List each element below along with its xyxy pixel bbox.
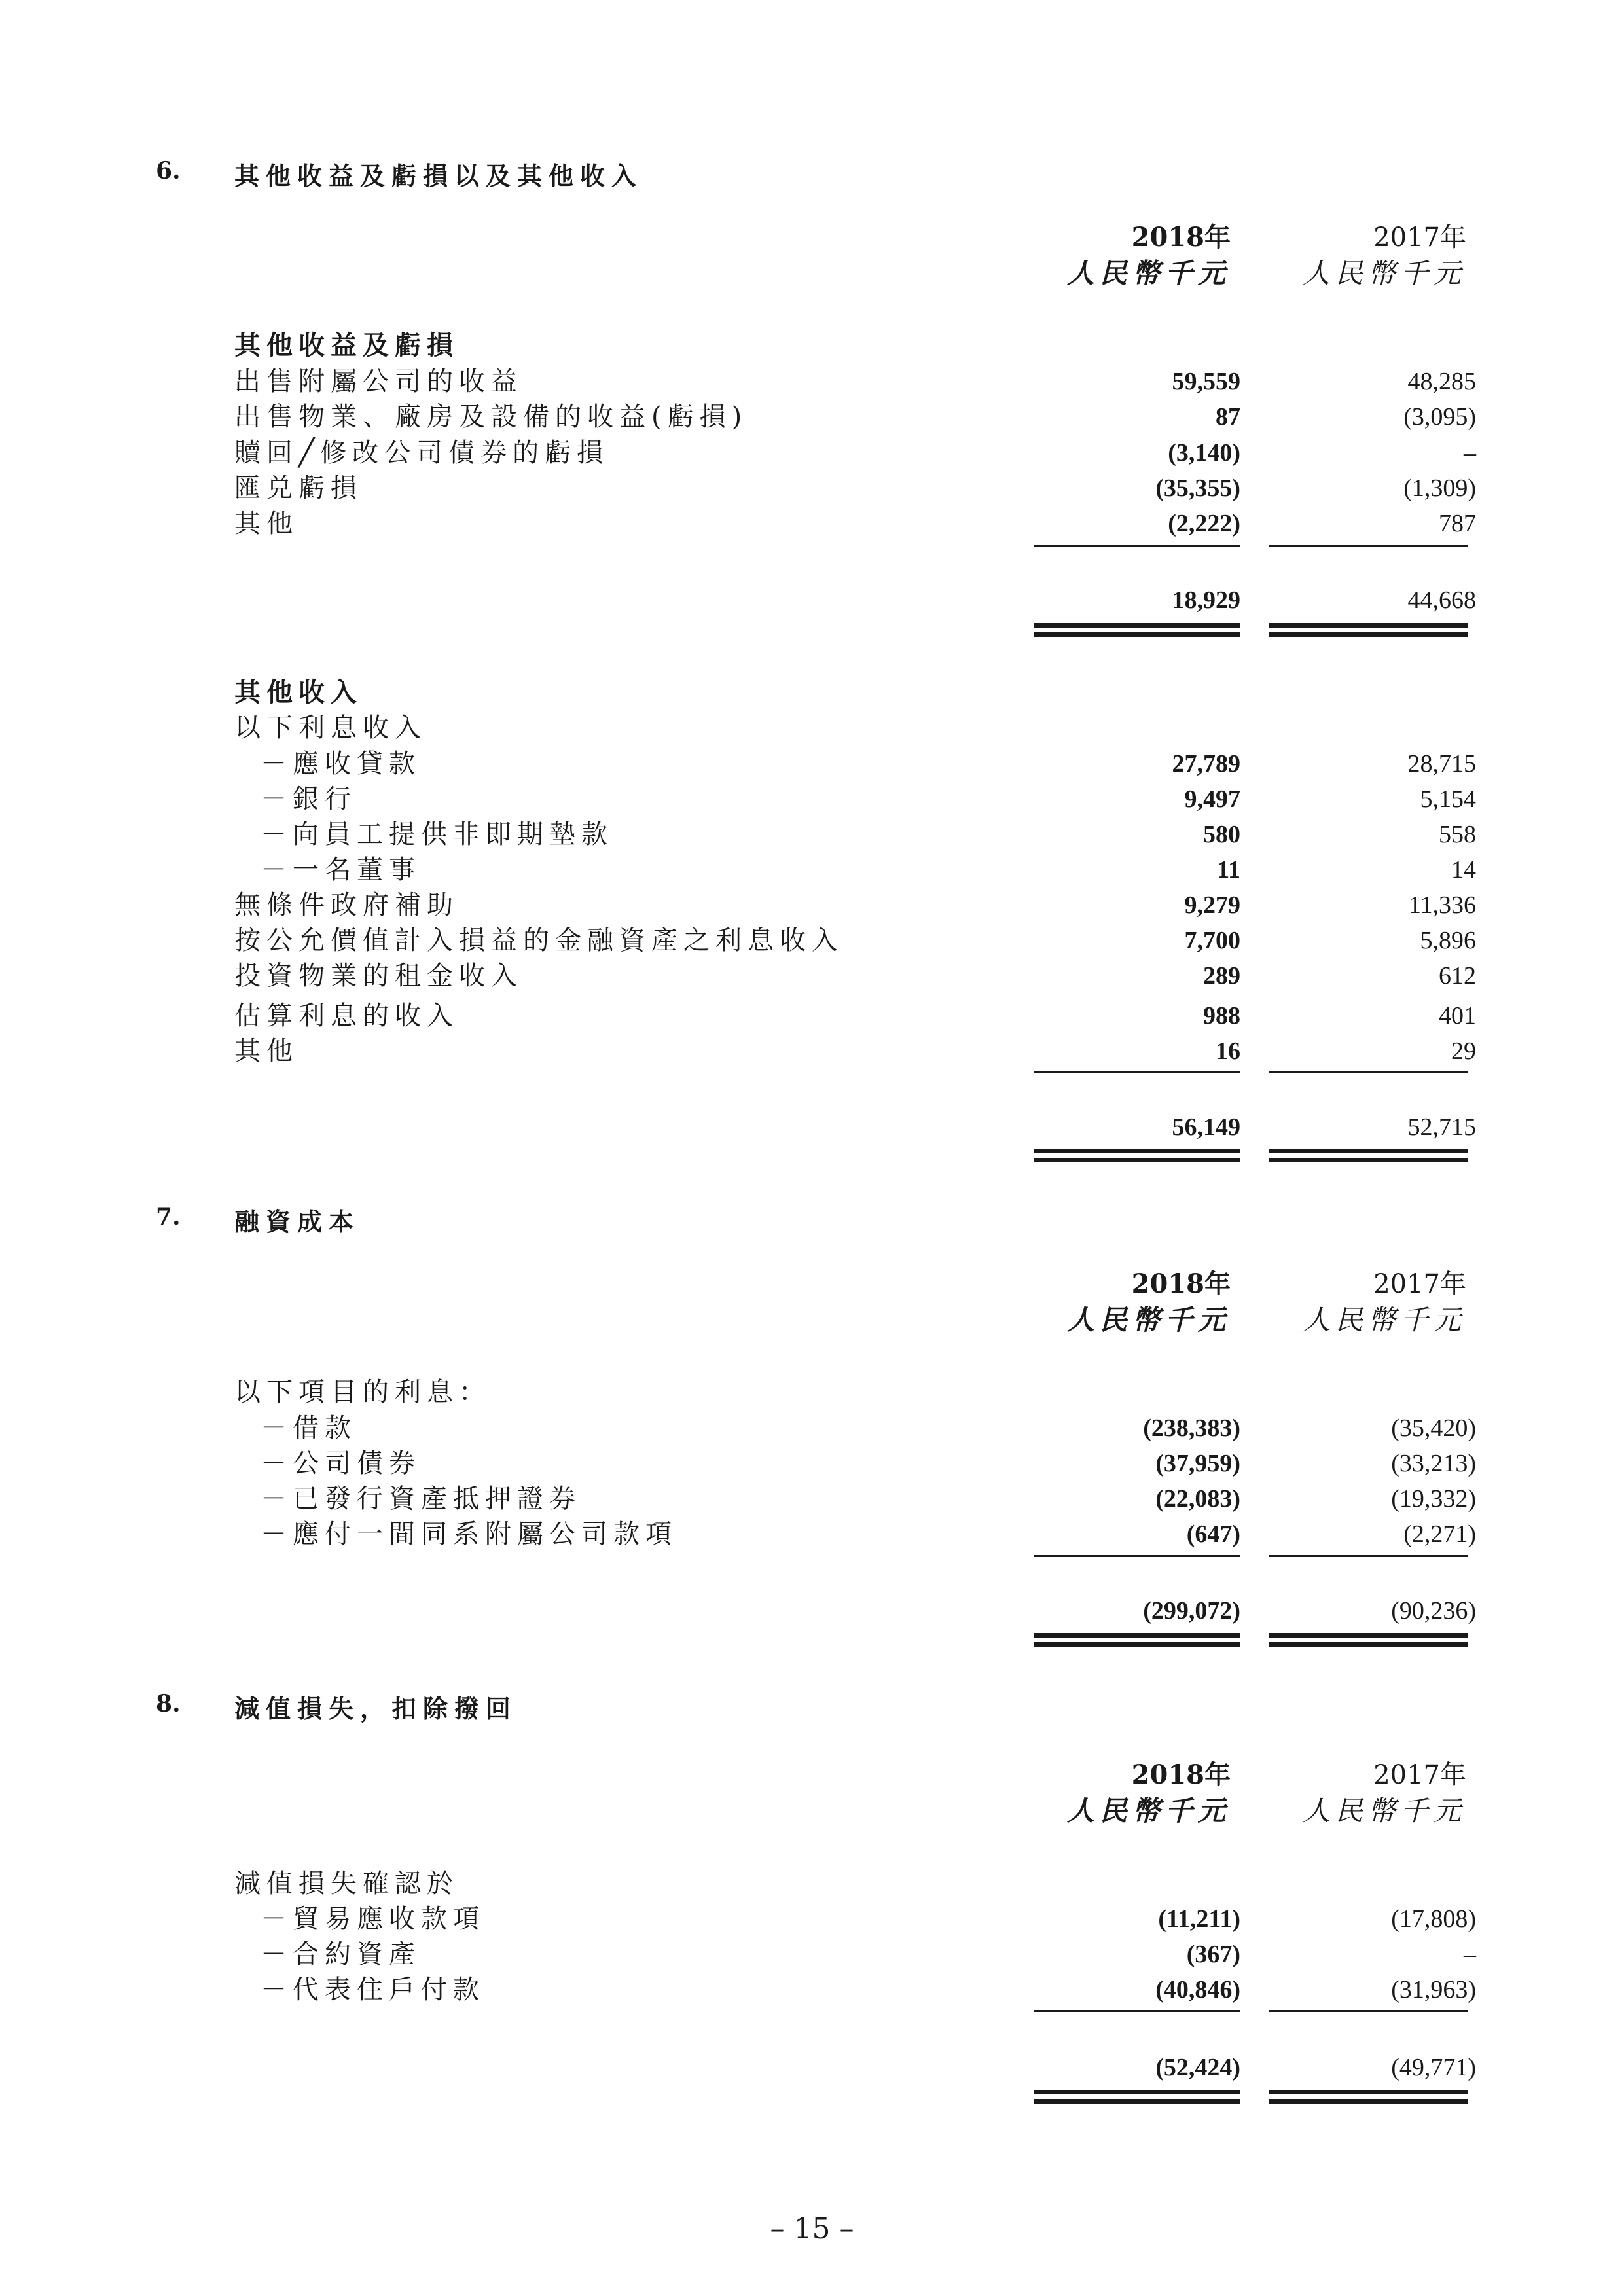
subtotal-rule [1034, 2010, 1240, 2012]
total-double-rule [1269, 1149, 1468, 1153]
total-value-2017: (90,236) [1391, 1597, 1476, 1624]
total-double-rule [1034, 1633, 1240, 1638]
total-double-rule [1034, 1158, 1240, 1162]
row-label: －公司債券 [261, 1448, 421, 1479]
row-value-2018: 27,789 [1172, 750, 1240, 778]
row-value-2017: – [1464, 1941, 1476, 1968]
row-value-2017: 612 [1439, 962, 1476, 990]
row-label: －貿易應收款項 [261, 1904, 485, 1934]
group-heading: 其他收益及虧損 [234, 330, 459, 361]
row-label: －向員工提供非即期墊款 [261, 819, 613, 850]
row-label: 出售物業、廠房及設備的收益(虧損) [234, 402, 748, 432]
row-value-2018: 988 [1203, 1002, 1240, 1030]
row-value-2017: (35,420) [1391, 1414, 1476, 1442]
total-double-rule [1269, 632, 1468, 637]
total-value-2018: (299,072) [1143, 1597, 1240, 1624]
subtotal-rule [1269, 1071, 1468, 1073]
row-value-2018: (647) [1186, 1520, 1240, 1548]
row-label: －借款 [261, 1413, 357, 1443]
col-unit-2017: 人民幣千元 [1302, 1795, 1466, 1827]
total-double-rule [1034, 2090, 1240, 2094]
total-double-rule [1269, 2099, 1468, 2104]
subtotal-rule [1269, 2010, 1468, 2012]
row-value-2018: (35,355) [1155, 475, 1240, 502]
total-double-rule [1269, 2090, 1468, 2094]
row-value-2018: (11,211) [1158, 1905, 1240, 1933]
col-unit-2017: 人民幣千元 [1302, 1304, 1466, 1336]
subtotal-rule [1034, 1555, 1240, 1557]
row-label: 其他 [234, 1036, 298, 1066]
col-unit-2018: 人民幣千元 [1066, 257, 1231, 289]
row-label: 投資物業的租金收入 [234, 961, 523, 991]
row-value-2017: (19,332) [1391, 1485, 1476, 1513]
row-value-2017: 28,715 [1407, 750, 1476, 778]
row-value-2017: 48,285 [1407, 368, 1476, 395]
row-value-2017: – [1464, 439, 1476, 467]
col-unit-2018: 人民幣千元 [1066, 1795, 1231, 1827]
section-6-title: 其他收益及虧損以及其他收入 [234, 161, 643, 190]
row-value-2017: 5,154 [1420, 785, 1476, 813]
row-label: 減值損失確認於 [234, 1869, 459, 1899]
row-label: 按公允價值計入損益的金融資產之利息收入 [234, 925, 844, 956]
total-double-rule [1269, 1642, 1468, 1647]
row-value-2017: 14 [1451, 856, 1476, 884]
col-header-2017: 2017年 [1373, 1760, 1466, 1790]
total-value-2017: (49,771) [1391, 2054, 1476, 2081]
row-label: 無條件政府補助 [234, 890, 459, 920]
row-label: －銀行 [261, 784, 357, 814]
row-value-2017: 11,336 [1408, 891, 1476, 919]
row-value-2018: 7,700 [1184, 927, 1240, 954]
row-value-2017: 5,896 [1420, 927, 1476, 954]
row-value-2017: 558 [1439, 821, 1476, 848]
col-unit-2018: 人民幣千元 [1066, 1304, 1231, 1336]
row-label: 以下項目的利息： [234, 1377, 491, 1407]
total-double-rule [1269, 1158, 1468, 1162]
total-double-rule [1034, 1149, 1240, 1153]
row-value-2017: 401 [1439, 1002, 1476, 1030]
row-value-2017: (33,213) [1391, 1450, 1476, 1477]
row-value-2017: (17,808) [1391, 1905, 1476, 1933]
total-value-2018: (52,424) [1155, 2054, 1240, 2081]
total-value-2018: 18,929 [1172, 586, 1240, 614]
row-value-2018: 59,559 [1172, 368, 1240, 395]
row-value-2018: (40,846) [1155, 1976, 1240, 2003]
row-value-2018: 289 [1203, 962, 1240, 990]
subtotal-rule [1269, 1555, 1468, 1557]
row-label: 出售附屬公司的收益 [234, 367, 523, 397]
row-label: －應收貸款 [261, 749, 421, 779]
group-heading: 其他收入 [234, 677, 363, 708]
row-value-2017: (3,095) [1403, 403, 1476, 431]
row-label: －一名董事 [261, 855, 421, 885]
total-value-2017: 44,668 [1407, 586, 1476, 614]
row-value-2018: 9,279 [1184, 891, 1240, 919]
subtotal-rule [1034, 545, 1240, 547]
section-8-number: 8. [156, 1690, 181, 1717]
col-header-2018: 2018年 [1131, 1268, 1231, 1299]
row-value-2018: 580 [1203, 821, 1240, 848]
subtotal-rule [1269, 545, 1468, 547]
col-header-2017: 2017年 [1373, 223, 1466, 253]
section-8-title: 減值損失，扣除撥回 [234, 1694, 518, 1723]
row-value-2018: 11 [1217, 856, 1240, 884]
page-number: – 15 – [770, 2212, 854, 2246]
row-value-2017: 787 [1439, 510, 1476, 537]
row-label: 匯兑虧損 [234, 473, 363, 503]
row-value-2018: (238,383) [1143, 1414, 1240, 1442]
row-label: －合約資產 [261, 1939, 421, 1969]
total-double-rule [1034, 623, 1240, 628]
row-value-2018: (37,959) [1155, 1450, 1240, 1477]
total-double-rule [1269, 1633, 1468, 1638]
col-unit-2017: 人民幣千元 [1302, 257, 1466, 289]
total-double-rule [1034, 632, 1240, 637]
row-value-2017: (2,271) [1403, 1520, 1476, 1548]
row-value-2018: (3,140) [1168, 439, 1240, 467]
col-header-2018: 2018年 [1131, 1759, 1231, 1790]
total-double-rule [1269, 623, 1468, 628]
subtotal-rule [1034, 1071, 1240, 1073]
row-label: 贖回╱修改公司債券的虧損 [234, 438, 609, 468]
total-value-2017: 52,715 [1407, 1113, 1476, 1141]
row-value-2018: 16 [1216, 1037, 1240, 1065]
row-label: －應付一間同系附屬公司款項 [261, 1519, 677, 1549]
row-value-2017: 29 [1451, 1037, 1476, 1065]
total-value-2018: 56,149 [1172, 1113, 1240, 1141]
row-value-2017: (1,309) [1403, 475, 1476, 502]
section-6-number: 6. [156, 157, 181, 185]
row-value-2018: (2,222) [1168, 510, 1240, 537]
total-double-rule [1034, 2099, 1240, 2104]
row-label: －已發行資產抵押證券 [261, 1484, 581, 1514]
col-header-2018: 2018年 [1131, 222, 1231, 253]
section-7-number: 7. [156, 1203, 181, 1230]
row-value-2017: (31,963) [1391, 1976, 1476, 2003]
row-label: 以下利息收入 [234, 713, 427, 743]
row-value-2018: (22,083) [1155, 1485, 1240, 1513]
col-header-2017: 2017年 [1373, 1269, 1466, 1299]
row-label: 其他 [234, 509, 298, 539]
row-value-2018: 87 [1216, 403, 1240, 431]
row-label: 估算利息的收入 [234, 1001, 459, 1031]
row-value-2018: (367) [1186, 1941, 1240, 1968]
row-value-2018: 9,497 [1184, 785, 1240, 813]
section-7-title: 融資成本 [234, 1207, 361, 1236]
total-double-rule [1034, 1642, 1240, 1647]
row-label: －代表住戶付款 [261, 1975, 485, 2005]
